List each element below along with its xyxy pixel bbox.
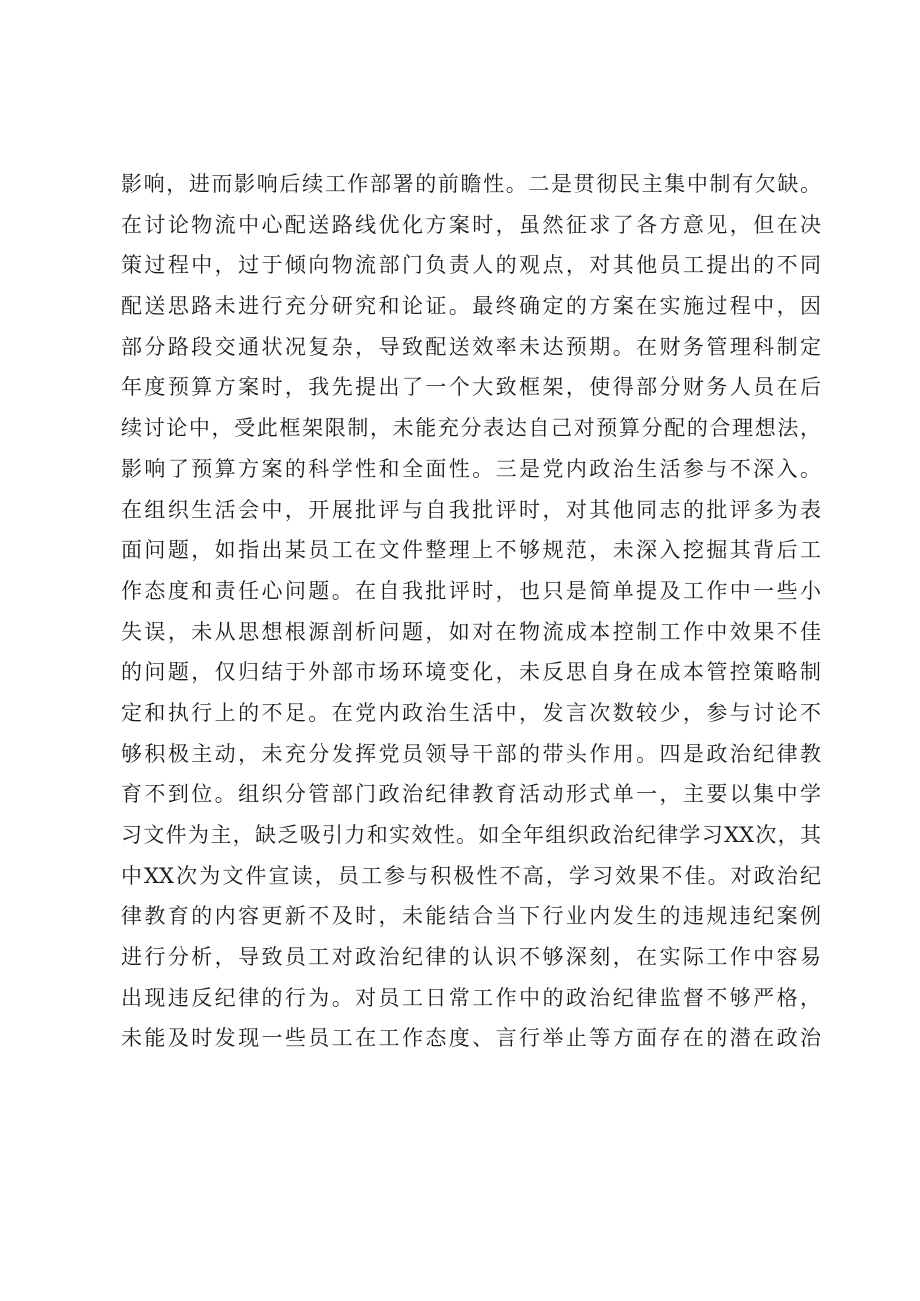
text-line: 育不到位。组织分管部门政治纪律教育活动形式单一，主要以集中学 — [121, 782, 821, 807]
text-line: 续讨论中，受此框架限制，未能充分表达自己对预算分配的合理想法， — [121, 416, 821, 441]
text-line: 进行分析，导致员工对政治纪律的认识不够深刻，在实际工作中容易 — [121, 945, 821, 970]
text-line: 策过程中，过于倾向物流部门负责人的观点，对其他员工提出的不同 — [121, 253, 821, 278]
text-line: 够积极主动，未充分发挥党员领导干部的带头作用。四是政治纪律教 — [121, 741, 821, 766]
text-line: 律教育的内容更新不及时，未能结合当下行业内发生的违规违纪案例 — [121, 904, 821, 929]
body-paragraph — [121, 164, 821, 1059]
text-line: 在组织生活会中，开展批评与自我批评时，对其他同志的批评多为表 — [121, 497, 821, 522]
text-line: 部分路段交通状况复杂，导致配送效率未达预期。在财务管理科制定 — [121, 334, 821, 359]
text-line: 影响，进而影响后续工作部署的前瞻性。二是贯彻民主集中制有欠缺。 — [121, 172, 821, 196]
text-line: 失误，未从思想根源剖析问题，如对在物流成本控制工作中效果不佳 — [121, 619, 821, 644]
text-line: 出现违反纪律的行为。对员工日常工作中的政治纪律监督不够严格， — [121, 985, 821, 1010]
text-line: 在讨论物流中心配送路线优化方案时，虽然征求了各方意见，但在决 — [121, 212, 821, 237]
text-line: 影响了预算方案的科学性和全面性。三是党内政治生活参与不深入。 — [121, 456, 821, 481]
text-line: 配送思路未进行充分研究和论证。最终确定的方案在实施过程中，因 — [121, 294, 821, 319]
text-line: 中XX次为文件宣读，员工参与积极性不高，学习效果不佳。对政治纪 — [121, 863, 821, 888]
text-line: 未能及时发现一些员工在工作态度、言行举止等方面存在的潜在政治 — [121, 1026, 821, 1051]
text-line: 定和执行上的不足。在党内政治生活中，发言次数较少，参与讨论不 — [121, 700, 821, 725]
text-line: 年度预算方案时，我先提出了一个大致框架，使得部分财务人员在后 — [121, 375, 821, 400]
text-line: 的问题，仅归结于外部市场环境变化，未反思自身在成本管控策略制 — [121, 660, 821, 685]
text-line: 习文件为主，缺乏吸引力和实效性。如全年组织政治纪律学习XX次，其 — [121, 823, 821, 847]
text-line: 作态度和责任心问题。在自我批评时，也只是简单提及工作中一些小 — [121, 578, 821, 603]
text-line: 面问题，如指出某员工在文件整理上不够规范，未深入挖掘其背后工 — [121, 538, 821, 563]
